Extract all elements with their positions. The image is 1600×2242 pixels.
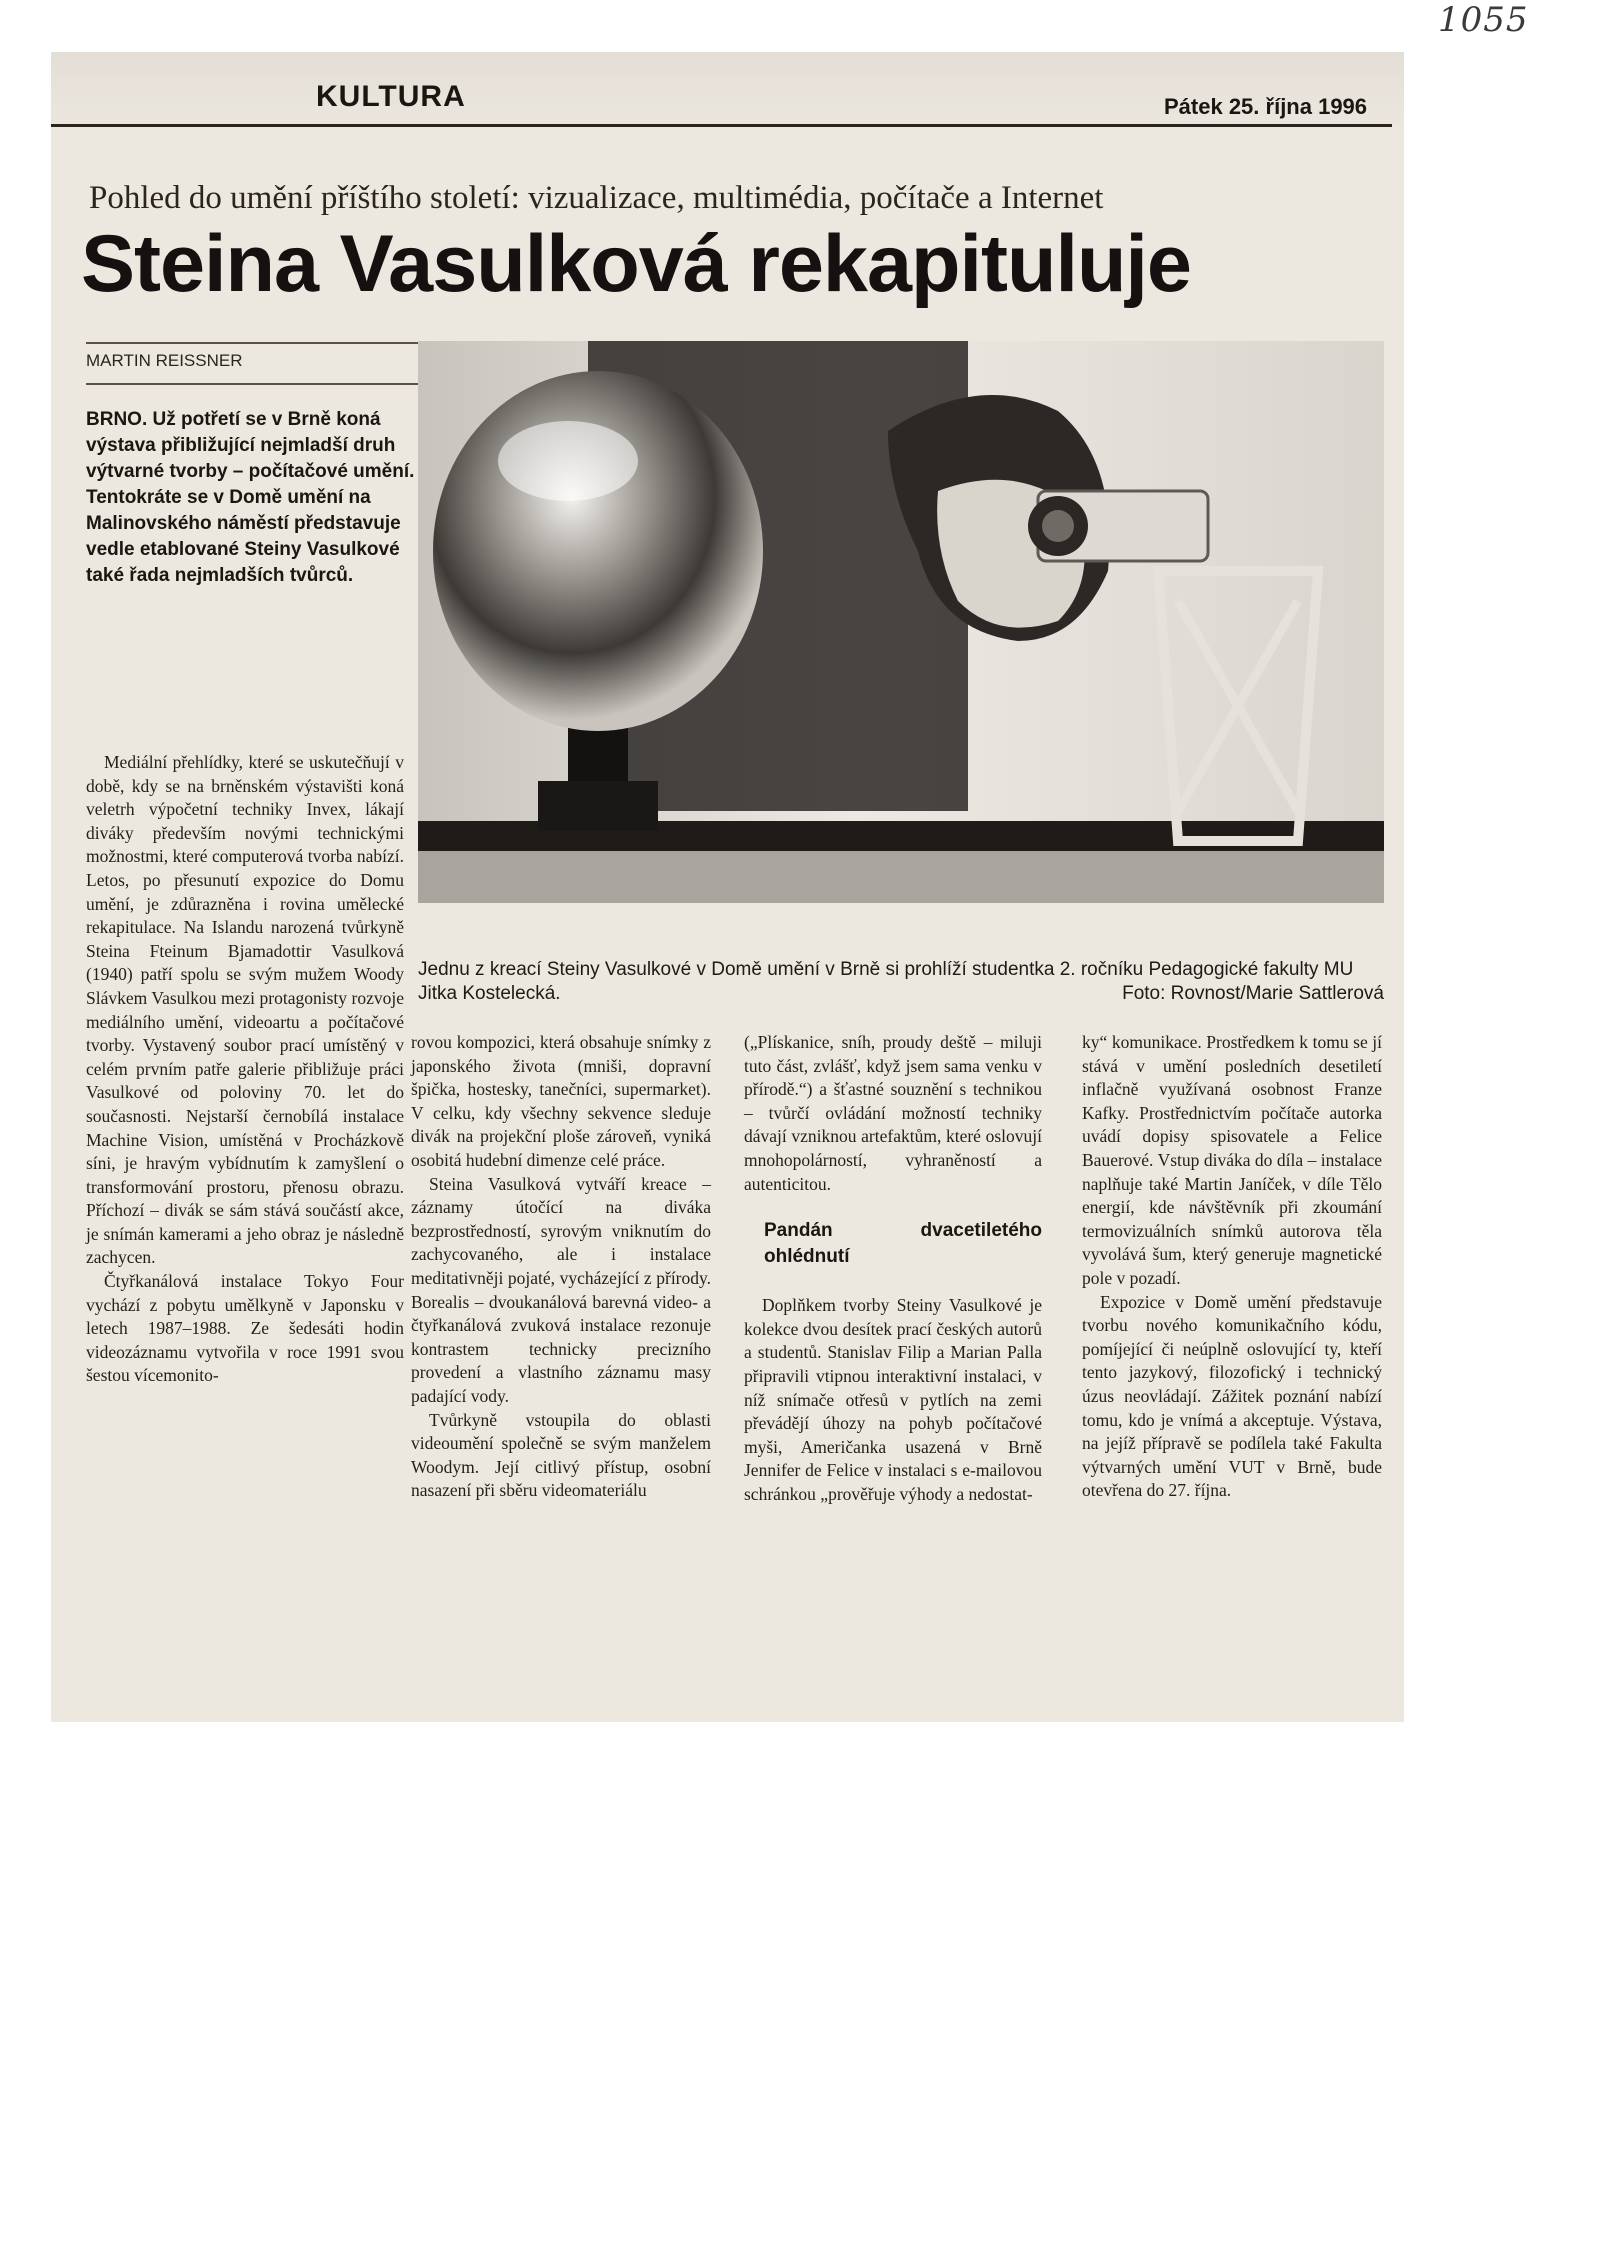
masthead [51,52,1404,127]
column-1 [86,751,404,1388]
column-2-paragraph: Tvůrkyně vstoupila do oblasti videoumění společně se svým manželem Woodym. Její citlivý přístup, osobní nasazení při sběru videomateriálu [411,1409,711,1501]
column-3-paragraph: („Plískanice, sníh, proudy deště – miluji tuto část, zvlášť, když jsem sama venku v přírodě.“) a šťastné souznění s technikou – tvůrčí ovládání možností techniky dávají vzniknou artefaktům, které oslovují mnohopolárností, vyhraněností a autenticitou. [744,1032,1042,1194]
subheading: Pandán dvacetiletého ohlédnutí [764,1220,1042,1268]
column-1-paragraph: Čtyřkanálová instalace Tokyo Four vychází z pobytu umělkyně v Japonsku v letech 1987–1988. Ze šedesáti hodin videozáznamu vytvořila v roce 1991 svou šestou vícemonito- [86,1271,404,1386]
column-4 [1082,1031,1382,1503]
issue-date: Pátek 25. října 1996 [1164,94,1368,119]
column-3-paragraph: Doplňkem tvorby Steiny Vasulkové je kolekce dvou desítek prací českých autorů a studentů. Stanislav Filip a Marian Palla připravili vtipnou interaktivní instalaci, v níž snímače otřesů v pytlích na zemi převádějí úhozy na pohyb počítačové myši, Američanka usazená v Brně Jennifer de Felice v instalaci s e-mailovou schránkou „prověřuje výhody a nedostat- [744,1295,1042,1504]
masthead-rule [51,124,1392,127]
headline: Steina Vasulková rekapituluje [81,219,1191,309]
column-2-paragraph: Steina Vasulková vytváří kreace – záznamy útočící na diváka bezprostředností, syrovým vniknutím do zachycovaného, ale i instalace meditativněji pojaté, vycházející z přírody. Borealis – dvoukanálová barevná video- a čtyřkanálová zvuková instalace rezonuje kontrastem technicky precizního provedení a vlastního záznamu masy padající vody. [411,1173,711,1406]
kicker: Pohled do umění příštího století: vizualizace, multimédia, počítače a Internet [89,180,1104,216]
section-name: KULTURA [316,80,466,113]
column-4-paragraph: ky“ komunikace. Prostředkem k tomu se jí stává v umění posledních desetiletí inflačně využívaná osobnost Franze Kafky. Prostřednictvím počítače autorka uvádí dopisy spisovatele a Felice Bauerové. Vstup diváka do díla – instalace naplňuje také Martin Janíček, v díle Tělo energií, kde návštěvník při zkoumání termovizuálních snímků autorova těla vyvolává šum, který generuje magnetické pole v pozadí. [1082,1032,1382,1288]
column-2-paragraph: rovou kompozici, která obsahuje snímky z japonského života (mniši, dopravní špička, hostesky, tanečníci, supermarket). V celku, kdy všechny sekvence sleduje divák na projekční ploše zároveň, vyniká osobitá hudební dimenze celé práce. [411,1032,711,1170]
caption-text: Jednu z kreací Steiny Vasulkové v Domě umění v Brně si prohlíží studentka 2. ročníku Pedagogické fakulty MU Jitka Kostelecká. [418,959,1354,1004]
newspaper-clipping [51,52,1404,1722]
column-2 [411,1031,711,1503]
photo-credit: Foto: Rovnost/Marie Sattlerová [1122,983,1384,1004]
byline-rule-bottom [86,383,431,385]
photo-illustration [418,341,1384,903]
column-1-paragraph: Mediální přehlídky, které se uskutečňují v době, kdy se na brněnském výstavišti koná veletrh výpočetní techniky Invex, lákají diváky především novými technickými možnostmi, které computerová tvorba nabízí. Letos, po přesunutí expozice do Domu umění, je zdůrazněna i rovina umělecké rekapitulace. Na Islandu narozená tvůrkyně Steina Fteinum Bjamadottir Vasulková (1940) patří spolu se svým mužem Woody Slávkem Vasulkou mezi protagonisty rozvoje mediálního umění, videoartu a počítačové tvorby. Vystavený soubor prací umístěný v celém prvním patře galerie přibližuje práci Vasulkové od poloviny 70. let do současnosti. Nejstarší černobílá instalace Machine Vision, umístěná v Procházkově síni, je hravým vybídnutím k zamyšlení o transformování prostoru, přenosu obrazu. Příchozí – divák se sám stává součástí akce, je snímán kamerami a jeho obraz je následně zachycen. [86,752,404,1268]
article-photo [418,341,1384,903]
archive-number: 1055 [1438,0,1529,40]
byline: MARTIN REISSNER [86,351,243,370]
photo-caption [418,958,1384,1006]
byline-rule-top [86,342,431,344]
column-4-paragraph: Expozice v Domě umění představuje tvorbu nového komunikačního kódu, pomíjející či neúplně oslovující ty, kteří tento jazykový, filozofický i technický úzus neovládají. Zážitek poznání nabízí tomu, kdo je vnímá a akceptuje. Výstava, na jejíž přípravě se podílela také Fakulta výtvarných umění VUT v Brně, bude otevřena do 27. října. [1082,1291,1382,1501]
lead-paragraph: BRNO. Už potřetí se v Brně koná výstava přibližující nejmladší druh výtvarné tvorby – počítačové umění. Tentokráte se v Domě umění na Malinovského náměstí představuje vedle etablované Steiny Vasulkové také řada nejmladších tvůrců. [86,409,415,586]
column-3 [744,1031,1042,1507]
